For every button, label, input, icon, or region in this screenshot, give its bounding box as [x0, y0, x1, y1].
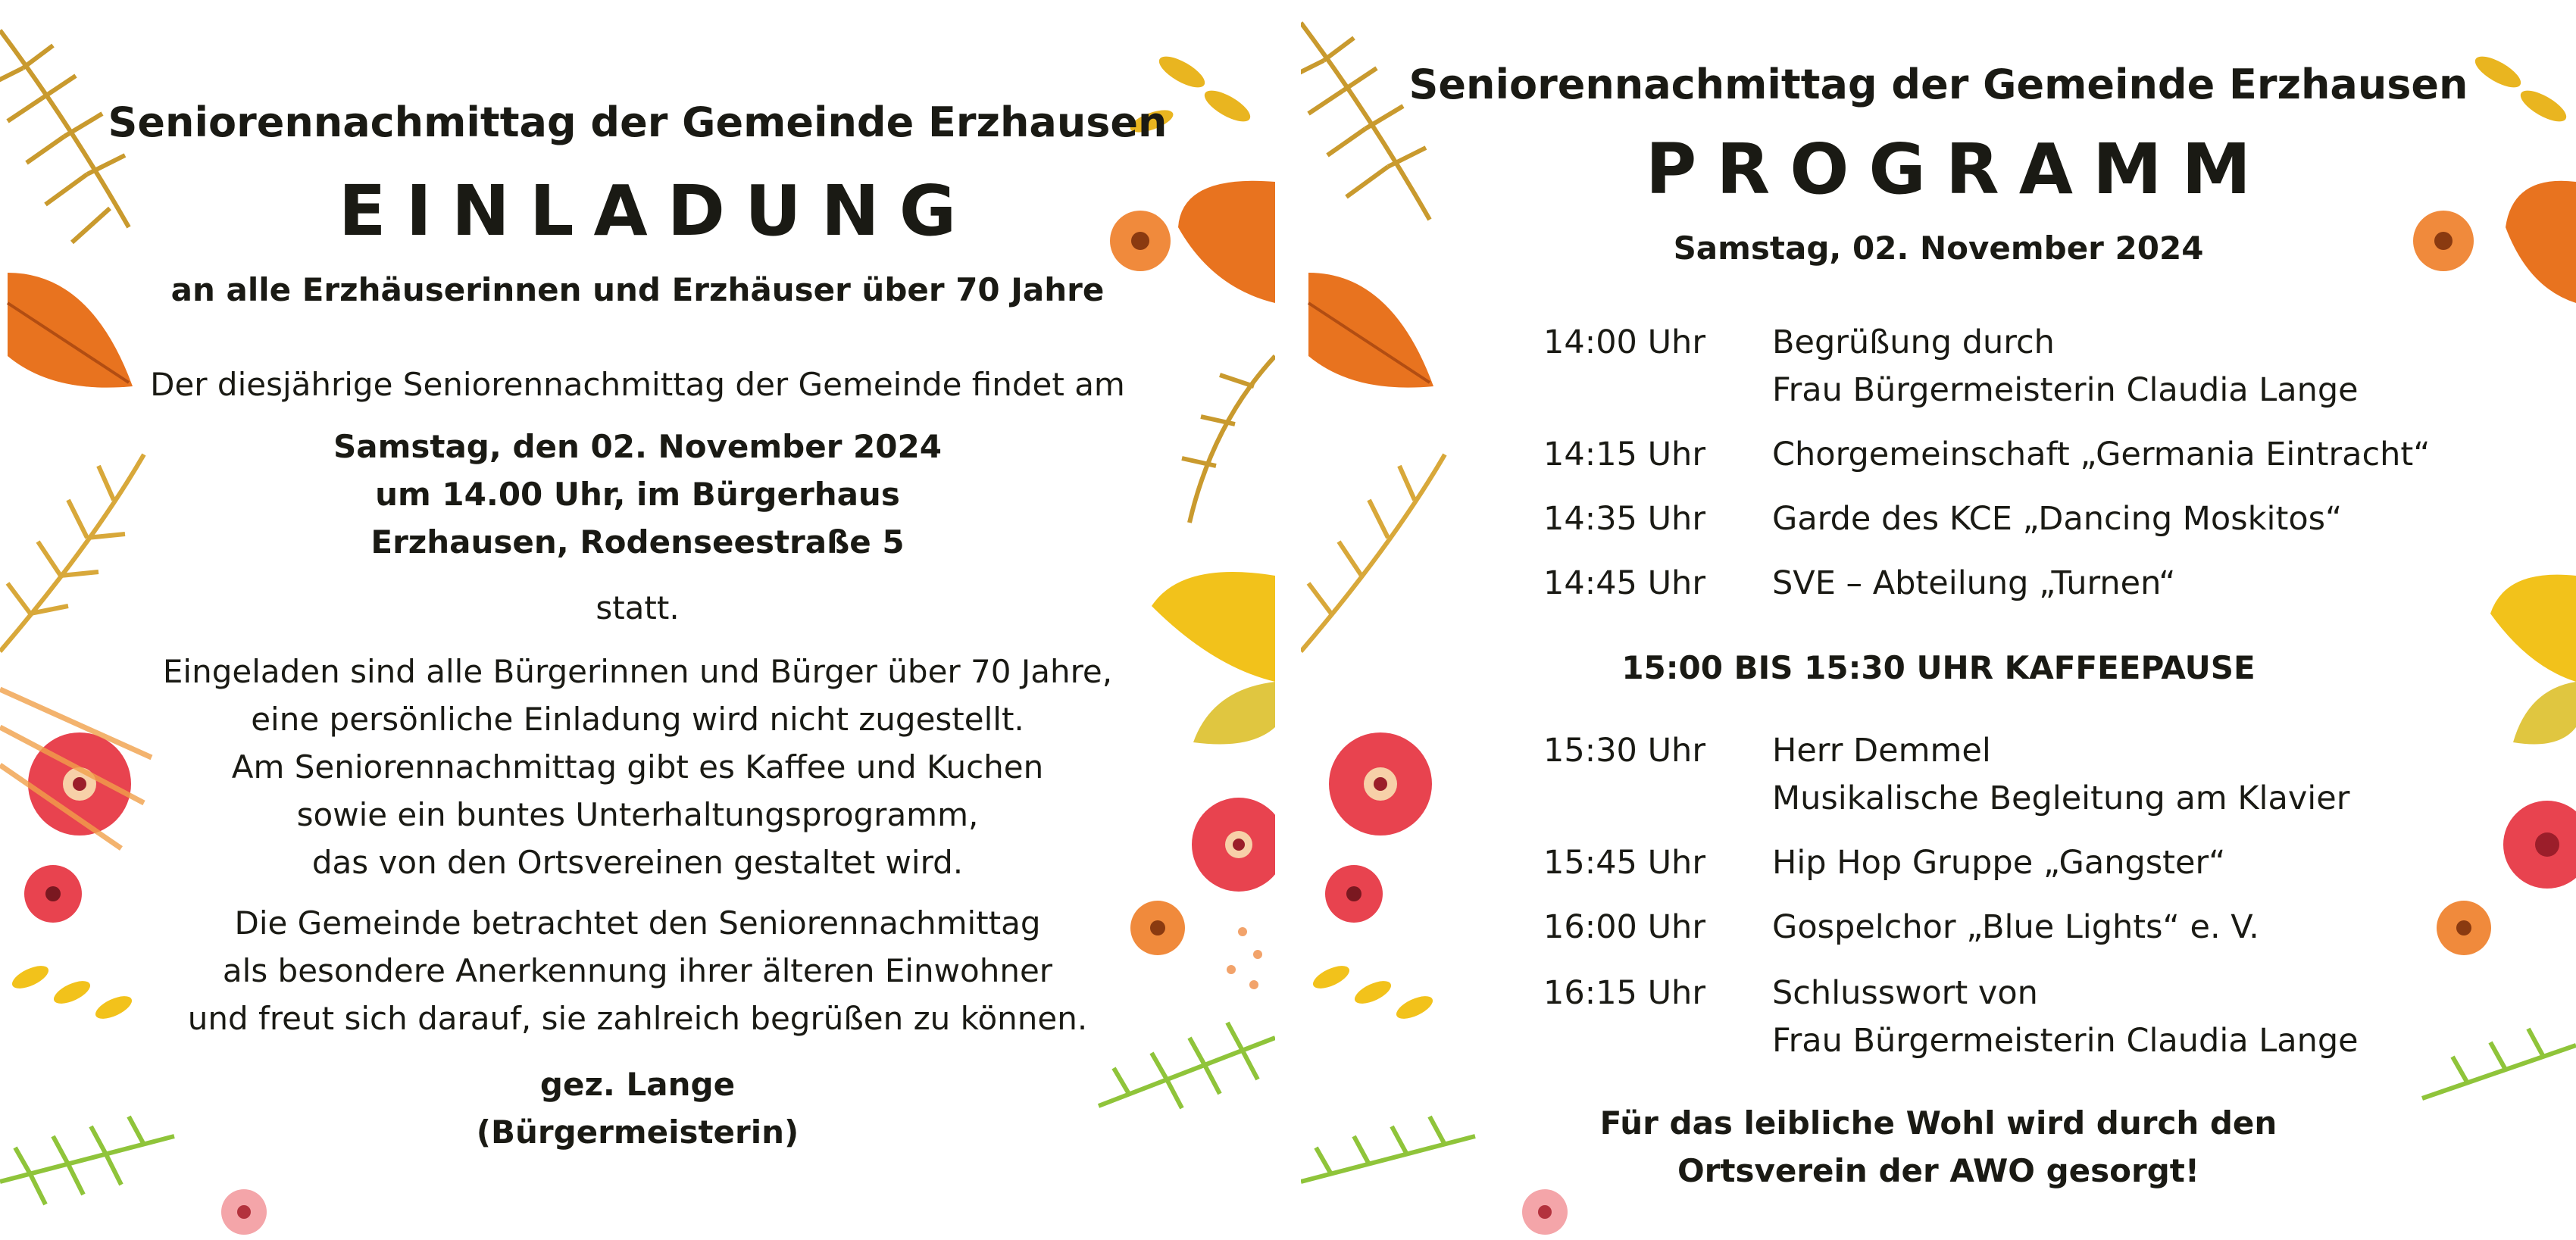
invitation-date-line: Samstag, den 02. November 2024 [333, 428, 942, 465]
invitation-intro: Der diesjährige Seniorennachmittag der Gemeinde findet am [150, 366, 1125, 403]
program-item-text: Gospelchor „Blue Lights“ e. V. [1772, 908, 2259, 946]
invitation-paragraph-line: und freut sich darauf, sie zahlreich begrüßen zu können. [187, 1000, 1088, 1037]
program-item-text: Musikalische Begleitung am Klavier [1772, 779, 2350, 817]
closing-note: Für das leibliche Wohl wird durch den [1599, 1104, 2277, 1142]
invitation-paragraph-line: Am Seniorennachmittag gibt es Kaffee und Kuchen [231, 748, 1044, 786]
program-content [1301, 0, 2576, 1240]
signature-title: (Bürgermeisterin) [476, 1114, 799, 1151]
program-item-text: Frau Bürgermeisterin Claudia Lange [1772, 371, 2359, 409]
program-item-time: 14:45 Uhr [1543, 564, 1705, 602]
invitation-date-line: Erzhausen, Rodenseestraße 5 [370, 523, 905, 561]
program-item-text: SVE – Abteilung „Turnen“ [1772, 564, 2176, 602]
program-item-time: 15:45 Uhr [1543, 844, 1705, 882]
program-item-text: Hip Hop Gruppe „Gangster“ [1772, 844, 2226, 882]
signature-name: gez. Lange [539, 1066, 736, 1103]
program-item-time: 16:15 Uhr [1543, 974, 1705, 1012]
invitation-paragraph-line: als besondere Anerkennung ihrer älteren Einwohner [222, 952, 1053, 989]
program-title: PROGRAMM [1645, 129, 2271, 210]
panel-divider [1275, 0, 1301, 1240]
program-item-time: 14:15 Uhr [1543, 436, 1705, 473]
program-item-text: Chorgemeinschaft „Germania Eintracht“ [1772, 436, 2431, 473]
program-item-time: 14:35 Uhr [1543, 500, 1705, 538]
invitation-paragraph-line: Eingeladen sind alle Bürgerinnen und Bürger über 70 Jahre, [162, 653, 1113, 690]
coffee-break: 15:00 BIS 15:30 UHR KAFFEEPAUSE [1621, 649, 2256, 686]
invitation-statt: statt. [596, 589, 680, 626]
invitation-paragraph-line: eine persönliche Einladung wird nicht zugestellt. [251, 701, 1024, 738]
program-panel [1301, 0, 2576, 1240]
program-item-text: Begrüßung durch [1772, 323, 2055, 361]
program-item-text: Herr Demmel [1772, 732, 1991, 770]
invitation-title: EINLADUNG [338, 170, 977, 251]
invitation-panel [0, 0, 1275, 1240]
program-item-time: 14:00 Uhr [1543, 323, 1705, 361]
invitation-paragraph-line: Die Gemeinde betrachtet den Seniorennachmittag [234, 904, 1041, 942]
program-item-text: Garde des KCE „Dancing Moskitos“ [1772, 500, 2343, 538]
program-heading: Seniorennachmittag der Gemeinde Erzhausen [1408, 61, 2468, 108]
invitation-heading: Seniorennachmittag der Gemeinde Erzhausen [108, 98, 1168, 146]
invitation-subtitle: an alle Erzhäuserinnen und Erzhäuser über 70 Jahre [170, 271, 1105, 308]
invitation-paragraph-line: das von den Ortsvereinen gestaltet wird. [311, 844, 964, 881]
program-item-text: Frau Bürgermeisterin Claudia Lange [1772, 1022, 2359, 1060]
closing-note: Ortsverein der AWO gesorgt! [1677, 1152, 2200, 1189]
invitation-date-line: um 14.00 Uhr, im Bürgerhaus [375, 476, 900, 513]
program-date: Samstag, 02. November 2024 [1673, 230, 2204, 267]
program-item-time: 16:00 Uhr [1543, 908, 1705, 946]
program-item-time: 15:30 Uhr [1543, 732, 1705, 770]
invitation-content [0, 0, 1275, 1240]
invitation-paragraph-line: sowie ein buntes Unterhaltungsprogramm, [296, 796, 979, 833]
program-item-text: Schlusswort von [1772, 974, 2038, 1012]
